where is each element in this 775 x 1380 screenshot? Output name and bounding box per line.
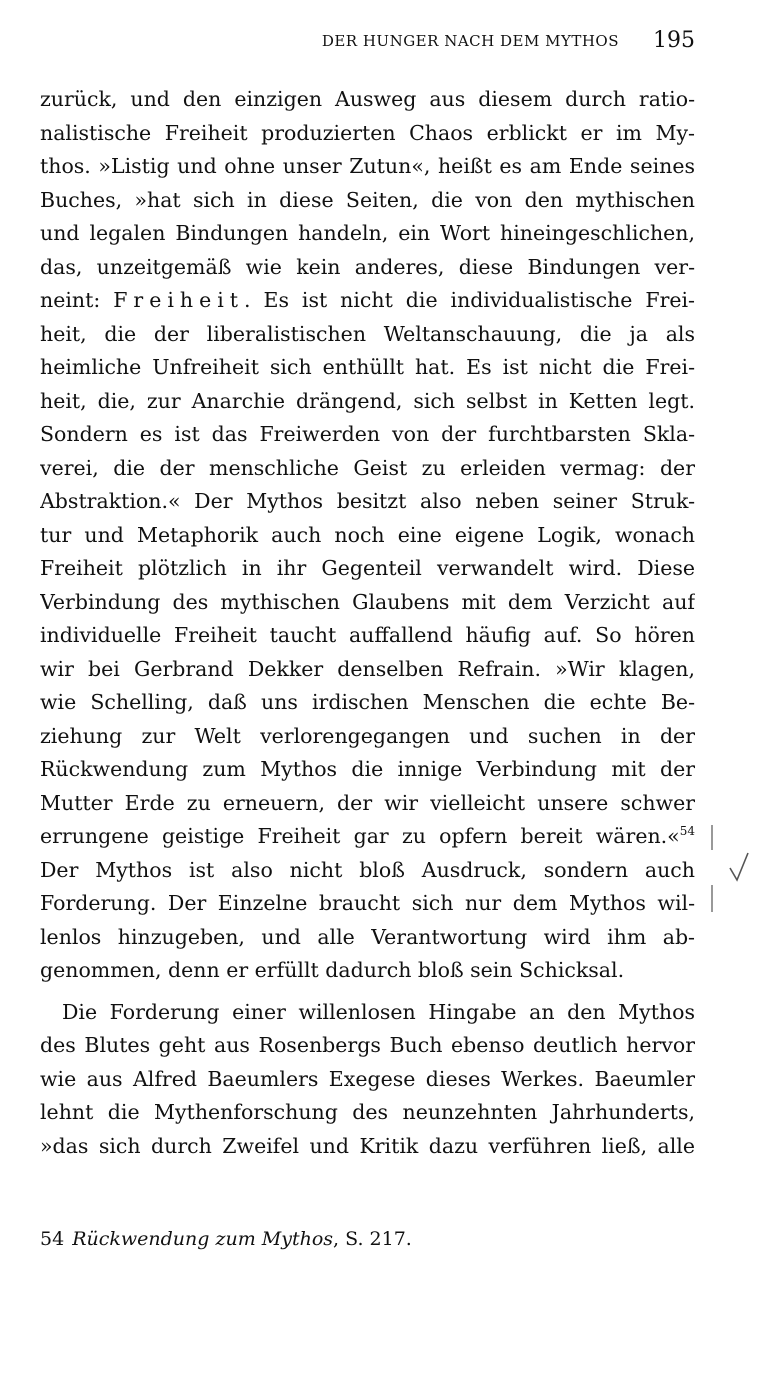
text-line: Rückwendung zum Mythos die innige Verbindung mit der [40,757,695,781]
emphasized-word: Freiheit [113,288,245,312]
margin-check-mark [700,820,760,920]
check-mark-icon [700,820,760,920]
footnote-reference: 54 [679,824,695,839]
text-line: das, unzeitgemäß wie kein anderes, diese Bindungen ver- [40,254,695,279]
footnote-citation: , S. 217. [333,1228,412,1250]
text-line: Freiheit plötzlich in ihr Gegenteil verwandelt wird. Diese [40,556,695,580]
footnote-title: Rückwendung zum Mythos [72,1228,334,1250]
text-line: lehnt die Mythenforschung des neunzehnten Jahrhunderts, [40,1100,695,1124]
text-line: ziehung zur Welt verlorengegangen und suchen in der [40,723,695,748]
footnote [40,1228,412,1250]
text-line: wie Schelling, daß uns irdischen Menschen die echte Be- [40,690,695,714]
text-line: Abstraktion.« Der Mythos besitzt also neben seiner Struk- [40,489,695,513]
text-line: heit, die der liberalistischen Weltanschauung, die ja als [40,321,695,346]
text-line: Buches, »hat sich in diese Seiten, die von den mythischen [40,187,695,212]
text-line: wie aus Alfred Baeumlers Exegese dieses Werkes. Baeumler [40,1066,695,1091]
footnote-number: 54 [40,1228,65,1250]
text-line: und legalen Bindungen handeln, ein Wort hineingeschlichen, [40,221,695,245]
text-fragment: . Es ist nicht die individualistische Frei- [244,288,695,312]
text-line: »das sich durch Zweifel und Kritik dazu verführen ließ, alle [40,1133,695,1158]
text-line: thos. »Listig und ohne unser Zutun«, heißt es am Ende seines [40,154,695,178]
running-head [40,28,695,58]
text-line: tur und Metaphorik auch noch eine eigene Logik, wonach [40,522,695,547]
text-line: heit, die, zur Anarchie drängend, sich selbst in Ketten legt. [40,388,695,413]
text-line: Forderung. Der Einzelne braucht sich nur dem Mythos wil- [40,891,695,915]
text-line: Der Mythos ist also nicht bloß Ausdruck, sondern auch [40,857,695,882]
text-line: Verbindung des mythischen Glaubens mit dem Verzicht auf [40,589,695,614]
text-line: genommen, denn er erfüllt dadurch bloß sein Schicksal. [40,958,625,982]
running-title: DER HUNGER NACH DEM MYTHOS [321,32,619,50]
text-line: Die Forderung einer willenlosen Hingabe an den Mythos [62,999,695,1024]
text-line: zurück, und den einzigen Ausweg aus diesem durch ratio- [40,87,695,111]
text-line: individuelle Freiheit taucht auffallend häufig auf. So hören [40,623,695,647]
text-line: lenlos hinzugeben, und alle Verantwortung wird ihm ab- [40,924,695,949]
text-line: des Blutes geht aus Rosenbergs Buch ebenso deutlich hervor [40,1033,695,1057]
text-line: Sondern es ist das Freiwerden von der furchtbarsten Skla- [40,422,695,446]
text-line: Mutter Erde zu erneuern, der wir vielleicht unsere schwer [40,790,695,815]
page-number: 195 [653,28,695,53]
body-text [40,83,695,1163]
text-fragment: errungene geistige Freiheit gar zu opfern bereit wären.« [40,824,680,848]
text-line: heimliche Unfreiheit sich enthüllt hat. Es ist nicht die Frei- [40,355,695,379]
text-line: nalistische Freiheit produzierten Chaos erblickt er im My- [40,120,695,145]
text-line: verei, die der menschliche Geist zu erleiden vermag: der [40,455,695,480]
text-line [40,820,695,854]
text-line: wir bei Gerbrand Dekker denselben Refrain. »Wir klagen, [40,656,695,681]
text-line [40,284,695,318]
text-fragment: neint: [40,288,101,312]
